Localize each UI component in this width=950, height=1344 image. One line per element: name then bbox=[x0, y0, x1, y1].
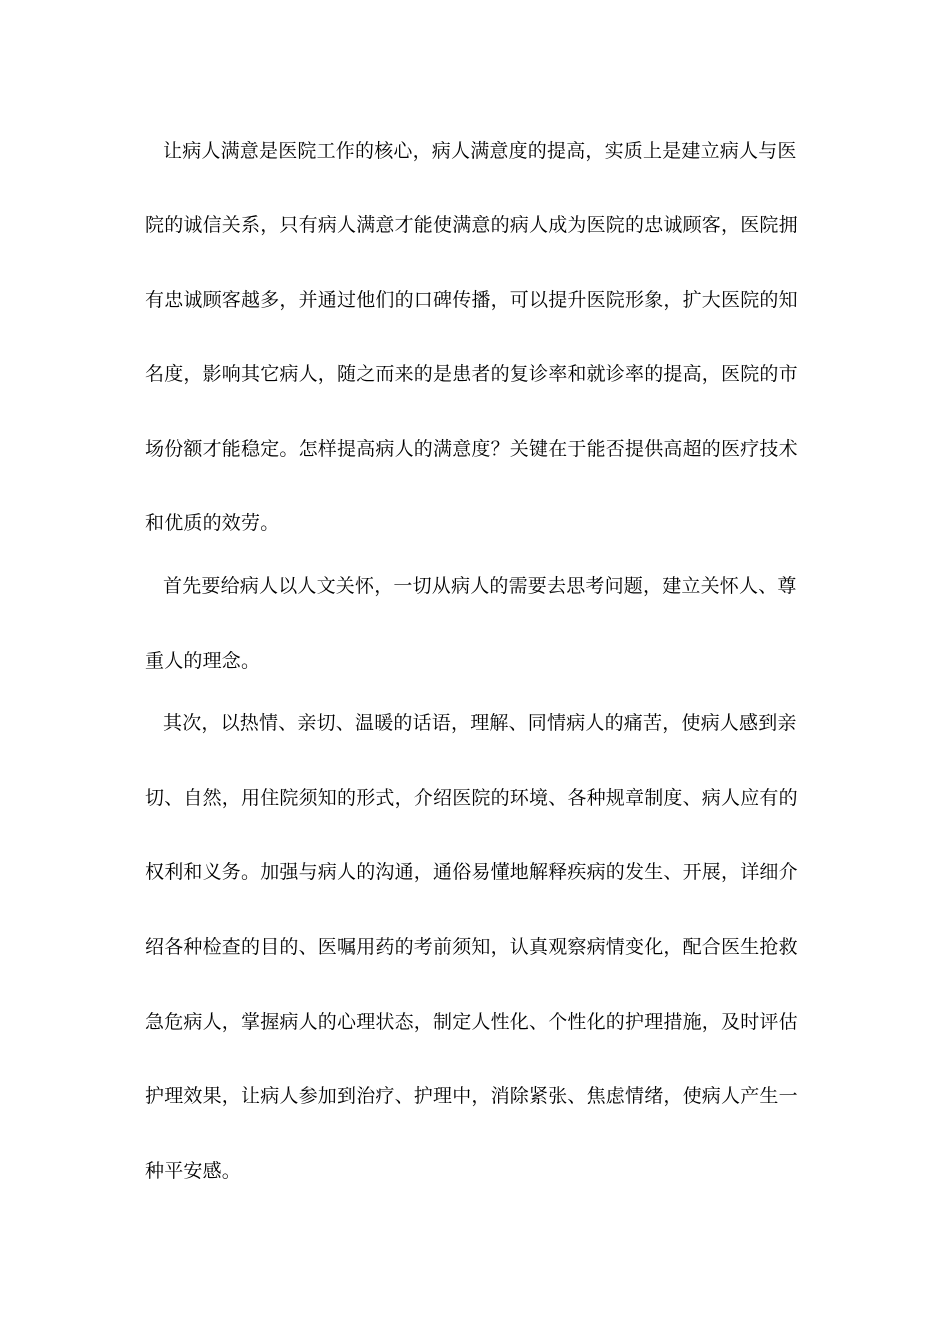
paragraph-line: 切、自然，用住院须知的形式，介绍医院的环境、各种规章制度、病人应有的 bbox=[145, 787, 798, 809]
paragraph-line: 有忠诚顾客越多，并通过他们的口碑传播，可以提升医院形象，扩大医院的知 bbox=[145, 289, 798, 311]
paragraph-line: 权利和义务。加强与病人的沟通，通俗易懂地解释疾病的发生、开展，详细介 bbox=[145, 861, 798, 883]
paragraph-line: 首先要给病人以人文关怀，一切从病人的需要去思考问题，建立关怀人、尊 bbox=[163, 575, 797, 597]
paragraph-line: 急危病人，掌握病人的心理状态，制定人性化、个性化的护理措施，及时评估 bbox=[145, 1011, 798, 1033]
paragraph-line: 重人的理念。 bbox=[145, 650, 261, 672]
paragraph-line: 院的诚信关系，只有病人满意才能使满意的病人成为医院的忠诚顾客，医院拥 bbox=[145, 214, 798, 236]
paragraph-line: 种平安感。 bbox=[145, 1160, 242, 1182]
paragraph-line: 让病人满意是医院工作的核心，病人满意度的提高，实质上是建立病人与医 bbox=[163, 140, 797, 162]
paragraph-line: 绍各种检查的目的、医嘱用药的考前须知，认真观察病情变化，配合医生抢救 bbox=[145, 936, 798, 958]
paragraph-line: 和优质的效劳。 bbox=[145, 512, 280, 534]
paragraph-line: 名度，影响其它病人，随之而来的是患者的复诊率和就诊率的提高，医院的市 bbox=[145, 363, 798, 385]
paragraph-line: 护理效果，让病人参加到治疗、护理中，消除紧张、焦虑情绪，使病人产生一 bbox=[145, 1085, 798, 1107]
paragraph-line: 场份额才能稳定。怎样提高病人的满意度？关键在于能否提供高超的医疗技术 bbox=[145, 438, 798, 460]
paragraph-line: 其次，以热情、亲切、温暖的话语，理解、同情病人的痛苦，使病人感到亲 bbox=[163, 712, 797, 734]
